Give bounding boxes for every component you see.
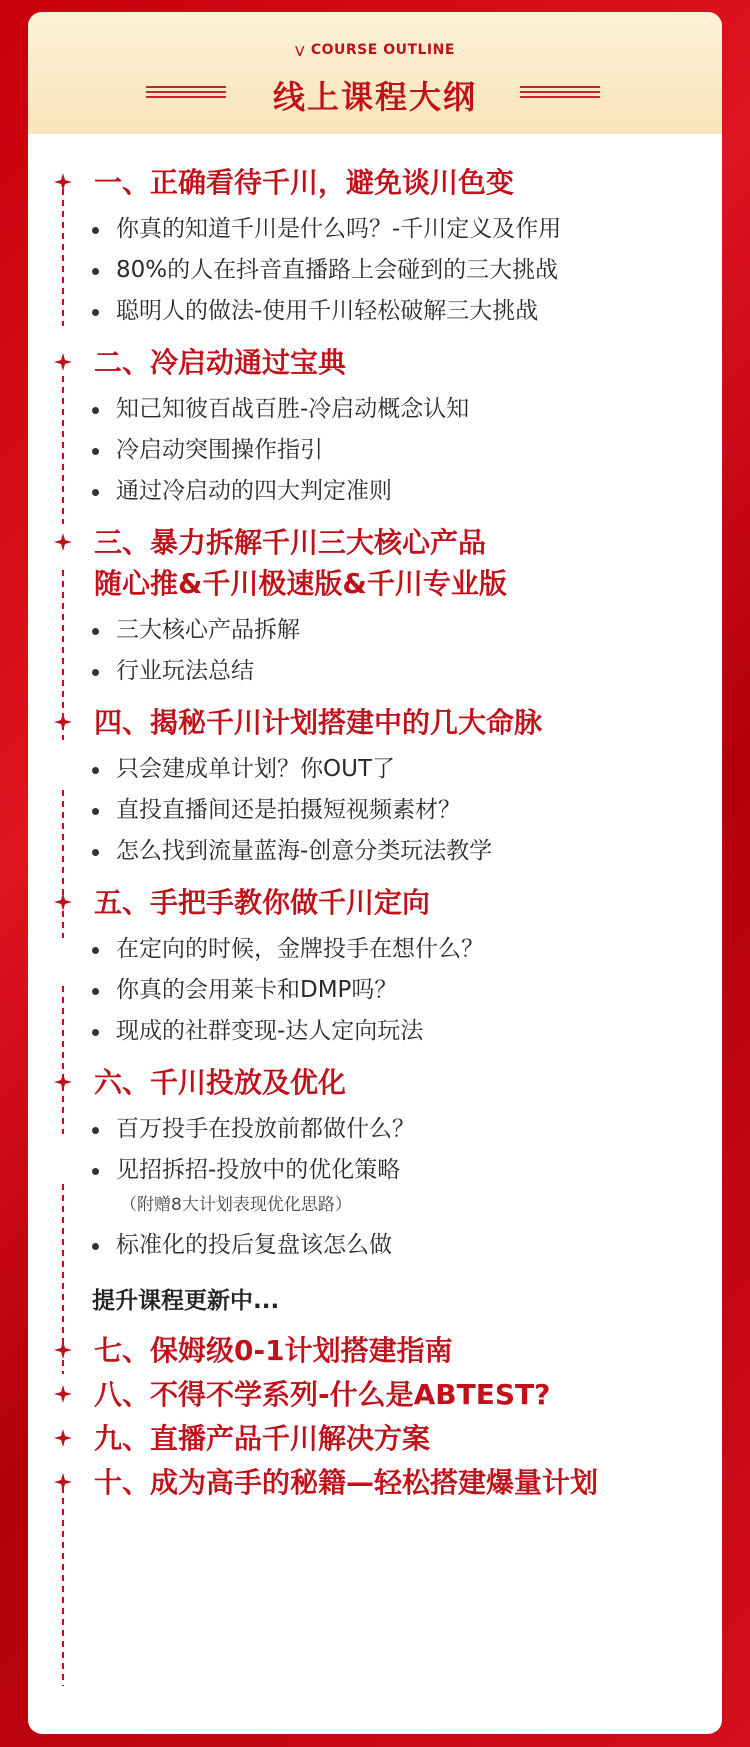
section-2 (28, 342, 722, 512)
diamond-icon (54, 1385, 72, 1403)
list-item: 三大核心产品拆解 (28, 610, 722, 651)
item-list (28, 209, 722, 332)
upcoming-section-8 (28, 1374, 722, 1416)
section-title-text: 六、千川投放及优化 (94, 1066, 347, 1099)
upcoming-section-9 (28, 1418, 722, 1460)
section-title (28, 1330, 722, 1372)
diamond-icon (54, 1473, 72, 1491)
diamond-icon (54, 713, 72, 731)
diamond-icon (54, 173, 72, 191)
section-title (28, 1418, 722, 1460)
page-title: 线上课程大纲 (272, 78, 477, 116)
diamond-icon (54, 893, 72, 911)
list-item: 你真的知道千川是什么吗？-千川定义及作用 (28, 209, 722, 250)
diamond-icon (54, 1073, 72, 1091)
diamond-icon (54, 1429, 72, 1447)
list-item: 在定向的时候，金牌投手在想什么？ (28, 929, 722, 970)
section-4 (28, 702, 722, 872)
item-note: （附赠8大计划表现优化思路） (120, 1195, 352, 1215)
section-title (28, 882, 722, 923)
item-list (28, 929, 722, 1052)
section-title-text: 十、成为高手的秘籍—轻松搭建爆量计划 (94, 1466, 599, 1499)
card-header (28, 12, 722, 134)
update-heading: 提升课程更新中... (92, 1288, 280, 1314)
section-title (28, 522, 722, 563)
section-title (28, 702, 722, 743)
section-title-text: 四、揭秘千川计划搭建中的几大命脉 (94, 706, 543, 739)
list-item: 80%的人在抖音直播路上会碰到的三大挑战 (28, 250, 722, 291)
section-title-text: 九、直播产品千川解决方案 (94, 1422, 431, 1455)
title-decoration-right (520, 86, 600, 100)
list-item: 聪明人的做法-使用千川轻松破解三大挑战 (28, 291, 722, 332)
list-item: 冷启动突围操作指引 (28, 430, 722, 471)
list-item: 见招拆招-投放中的优化策略 (28, 1150, 722, 1191)
section-5 (28, 882, 722, 1052)
eyebrow-text: COURSE OUTLINE (310, 42, 455, 58)
list-item: 怎么找到流量蓝海-创意分类玩法教学 (28, 831, 722, 872)
section-title-text: 二、冷启动通过宝典 (94, 346, 347, 379)
section-title (28, 162, 722, 203)
list-item: 标准化的投后复盘该怎么做 (28, 1225, 722, 1266)
section-title-text: 三、暴力拆解千川三大核心产品 (94, 526, 487, 559)
list-item: 行业玩法总结 (28, 651, 722, 692)
list-item: 知己知彼百战百胜-冷启动概念认知 (28, 389, 722, 430)
list-item: 百万投手在投放前都做什么？ (28, 1109, 722, 1150)
diamond-icon (54, 1341, 72, 1359)
section-title (28, 342, 722, 383)
section-1 (28, 162, 722, 332)
list-item: 通过冷启动的四大判定准则 (28, 471, 722, 512)
outline-card (28, 12, 722, 1734)
section-title (28, 1374, 722, 1416)
upcoming-section-10 (28, 1462, 722, 1504)
outline-content (28, 134, 722, 1504)
section-title (28, 1062, 722, 1103)
double-chevron-down-icon: ⋁ (295, 44, 305, 57)
timeline-line (62, 1476, 64, 1686)
section-title-text: 七、保姆级0-1计划搭建指南 (94, 1334, 453, 1367)
eyebrow (28, 42, 722, 58)
section-title (28, 1462, 722, 1504)
section-6 (28, 1062, 722, 1266)
diamond-icon (54, 533, 72, 551)
section-title-text: 一、正确看待千川，避免谈川色变 (94, 166, 515, 199)
section-3 (28, 522, 722, 692)
diamond-icon (54, 353, 72, 371)
list-item: 你真的会用莱卡和DMP吗？ (28, 970, 722, 1011)
item-list (28, 1225, 722, 1266)
upcoming-section-7 (28, 1330, 722, 1372)
list-item: 直投直播间还是拍摄短视频素材？ (28, 790, 722, 831)
title-row (28, 72, 722, 122)
item-list (28, 610, 722, 692)
item-list (28, 749, 722, 872)
section-title-line2: 随心推&千川极速版&千川专业版 (94, 567, 507, 600)
item-list (28, 1109, 722, 1191)
section-title-text: 五、手把手教你做千川定向 (94, 886, 431, 919)
section-title-text: 八、不得不学系列-什么是ABTEST? (94, 1378, 551, 1411)
list-item: 只会建成单计划？你OUT了 (28, 749, 722, 790)
item-list (28, 389, 722, 512)
list-item: 现成的社群变现-达人定向玩法 (28, 1011, 722, 1052)
